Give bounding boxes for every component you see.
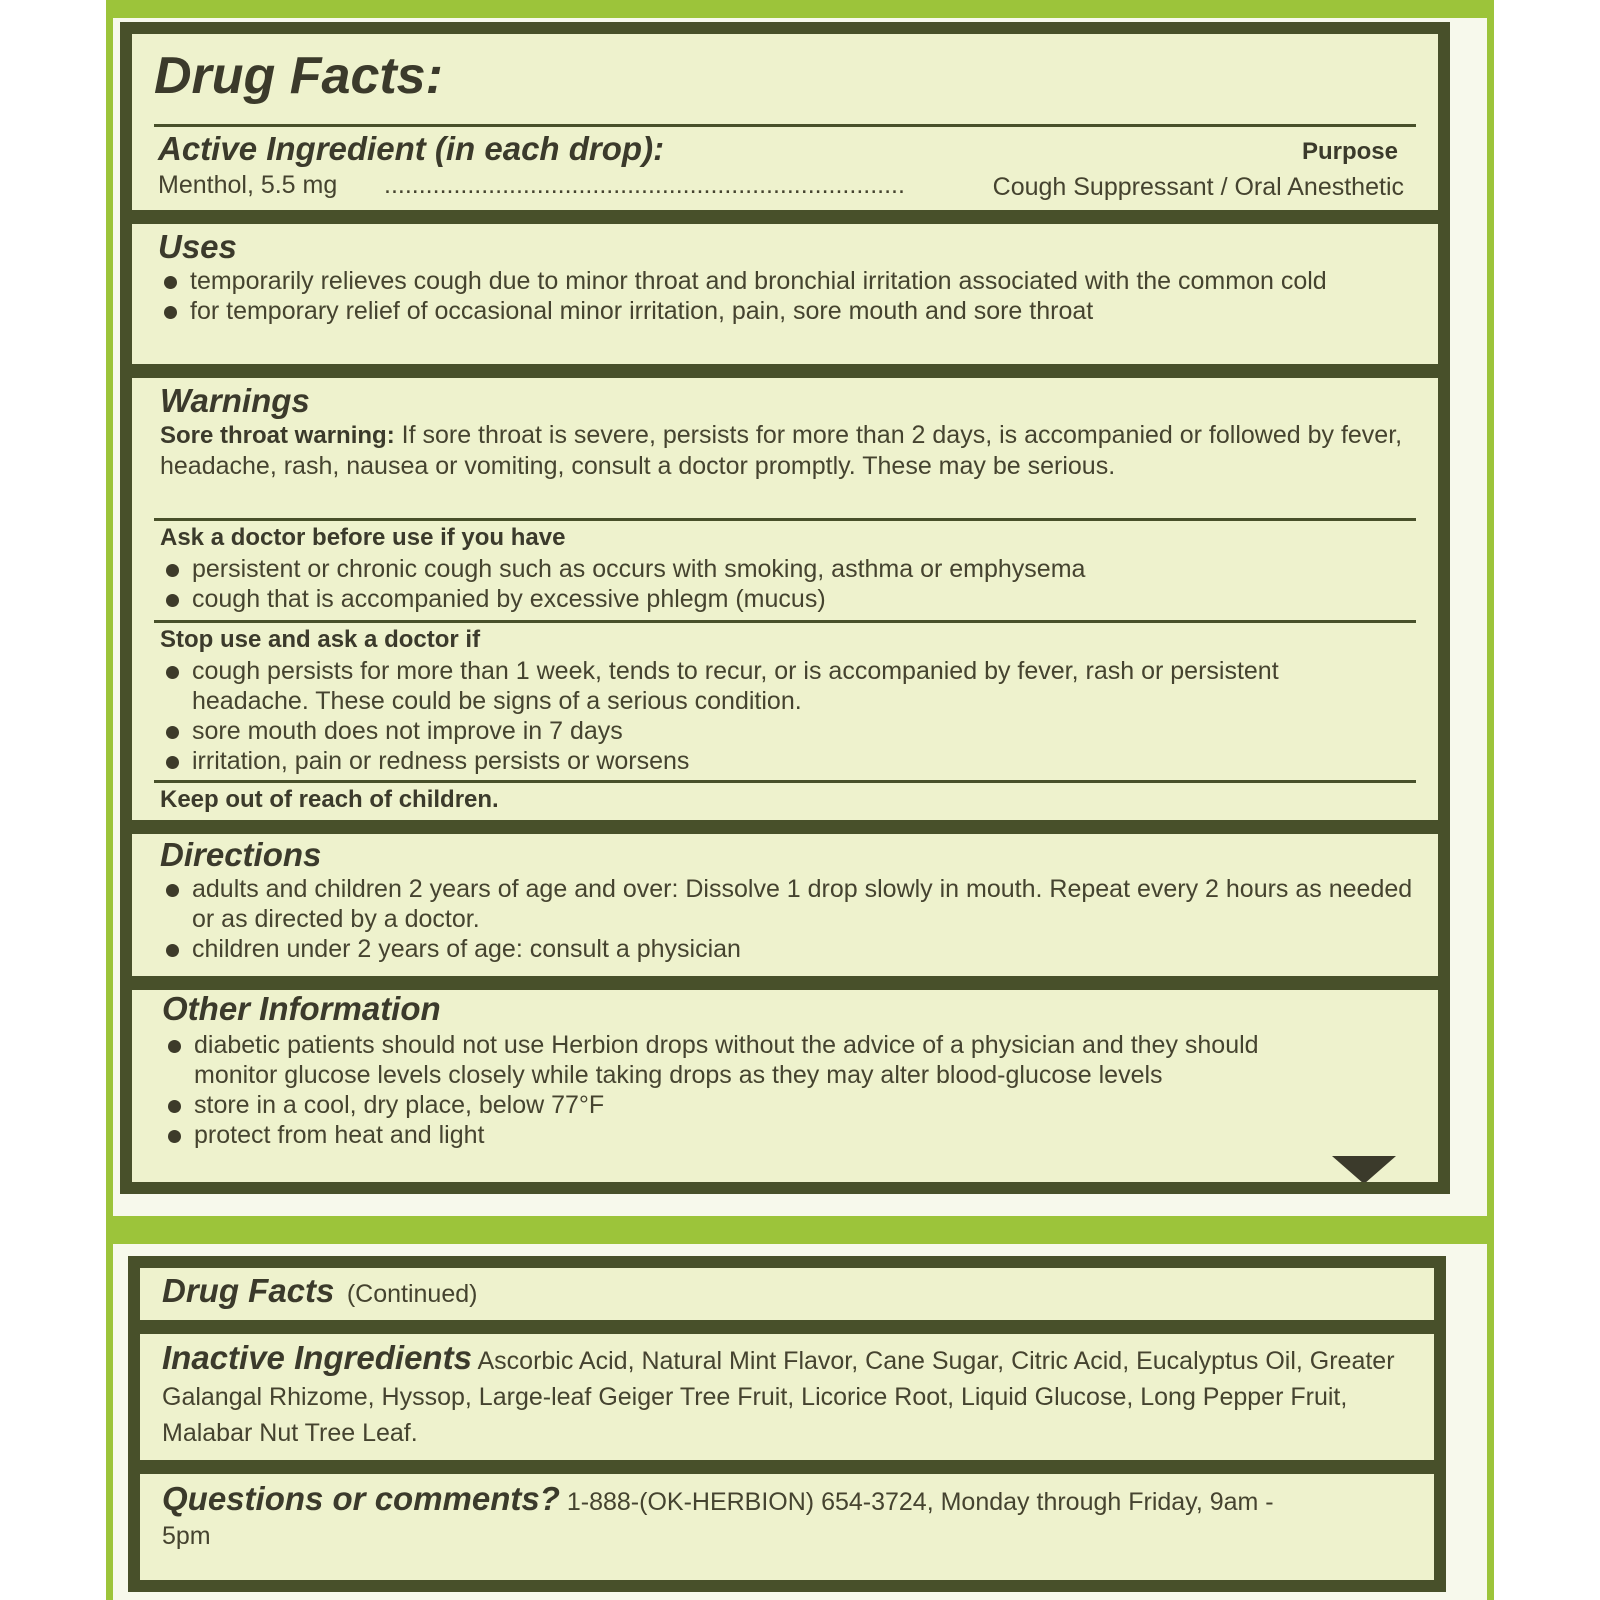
sore-throat-warning (160, 420, 1424, 481)
active-ingredient-name: Menthol, 5.5 mg (158, 171, 338, 199)
bullet-icon (168, 1100, 181, 1113)
sore-throat-text: If sore throat is severe, persists for more than 2 days, is accompanied or followed by fever, headache, rash, nausea or vomiting, consult a doctor promptly. These may be serious. (160, 421, 1403, 480)
keep-out-notice: Keep out of reach of children. (160, 786, 499, 813)
continued-arrow-icon (1332, 1156, 1396, 1184)
stop-use-list (160, 656, 1390, 776)
bullet-icon (166, 756, 179, 769)
list-item: for temporary relief of occasional minor irritation, pain, sore mouth and sore throat (158, 296, 1388, 326)
list-item: temporarily relieves cough due to minor throat and bronchial irritation associated with the common cold (158, 266, 1388, 296)
list-item: persistent or chronic cough such as occurs with smoking, asthma or emphysema (160, 554, 1420, 584)
list-item: cough that is accompanied by excessive phlegm (mucus) (160, 584, 1420, 614)
list-item: irritation, pain or redness persists or worsens (160, 746, 1390, 776)
section-divider (140, 1460, 1434, 1474)
inactive-ingredients-text: Ascorbic Acid, Natural Mint Flavor, Cane Sugar, Citric Acid, Eucalyptus Oil, Greater Galangal Rhizome, Hyssop, Large-leaf Geiger Tree Fruit, Licorice Root, Liquid Glucose, Long Pepper Fruit, Malabar Nut Tree Leaf. (162, 1347, 1395, 1447)
questions-contact (162, 1482, 1322, 1553)
dot-leader: ........................................................................... (384, 171, 905, 199)
page-title: Drug Facts: (154, 47, 443, 105)
uses-heading: Uses (158, 228, 237, 265)
bullet-icon (166, 884, 179, 897)
list-item: diabetic patients should not use Herbion drops without the advice of a physician and they should monitor glucose levels closely while taking drops as they may alter blood-glucose levels (162, 1030, 1322, 1090)
warnings-rule (154, 518, 1416, 521)
title-rule (154, 124, 1416, 127)
drug-facts-continued-panel (128, 1256, 1446, 1592)
warnings-rule (154, 620, 1416, 623)
active-ingredient-purpose: Cough Suppressant / Oral Anesthetic (992, 173, 1404, 201)
bullet-icon (166, 666, 179, 679)
section-divider (140, 1320, 1434, 1334)
continued-header (162, 1272, 477, 1310)
inactive-ingredients-heading: Inactive Ingredients (162, 1339, 472, 1376)
list-item: children under 2 years of age: consult a physician (160, 934, 1420, 964)
drug-facts-panel (120, 22, 1450, 1194)
stop-use-heading: Stop use and ask a doctor if (160, 626, 481, 653)
bullet-icon (164, 306, 177, 319)
bullet-icon (168, 1040, 181, 1053)
bullet-icon (164, 276, 177, 289)
warnings-rule (154, 780, 1416, 783)
list-item: cough persists for more than 1 week, tends to recur, or is accompanied by fever, rash or persistent headache. These could be signs of a serious condition. (160, 656, 1390, 716)
section-divider (132, 210, 1438, 224)
bullet-icon (166, 944, 179, 957)
section-divider (132, 976, 1438, 990)
warnings-heading: Warnings (160, 382, 310, 419)
continued-suffix: (Continued) (346, 1280, 478, 1308)
other-info-heading: Other Information (162, 990, 441, 1027)
inactive-ingredients (162, 1340, 1432, 1451)
directions-list (160, 874, 1420, 964)
list-item: adults and children 2 years of age and over: Dissolve 1 drop slowly in mouth. Repeat every 2 hours as needed or as directed by a doctor. (160, 874, 1420, 934)
questions-heading: Questions or comments? (162, 1480, 560, 1517)
active-ingredient-heading: Active Ingredient (in each drop): (158, 130, 665, 167)
list-item: protect from heat and light (162, 1120, 1322, 1150)
directions-heading: Directions (160, 836, 322, 873)
uses-list (158, 266, 1388, 326)
list-item: sore mouth does not improve in 7 days (160, 716, 1390, 746)
bullet-icon (168, 1130, 181, 1143)
list-item: store in a cool, dry place, below 77°F (162, 1090, 1322, 1120)
sore-throat-label: Sore throat warning: (160, 422, 395, 449)
ask-doctor-list (160, 554, 1420, 614)
bullet-icon (166, 726, 179, 739)
purpose-label: Purpose (1301, 138, 1398, 165)
other-info-list (162, 1030, 1322, 1150)
section-divider (132, 364, 1438, 378)
section-divider (132, 820, 1438, 834)
bullet-icon (166, 594, 179, 607)
bullet-icon (166, 564, 179, 577)
ask-doctor-heading: Ask a doctor before use if you have (160, 524, 566, 551)
continued-heading: Drug Facts (162, 1272, 335, 1309)
questions-text: 1-888-(OK-HERBION) 654-3724, Monday through Friday, 9am - 5pm (162, 1488, 1274, 1550)
